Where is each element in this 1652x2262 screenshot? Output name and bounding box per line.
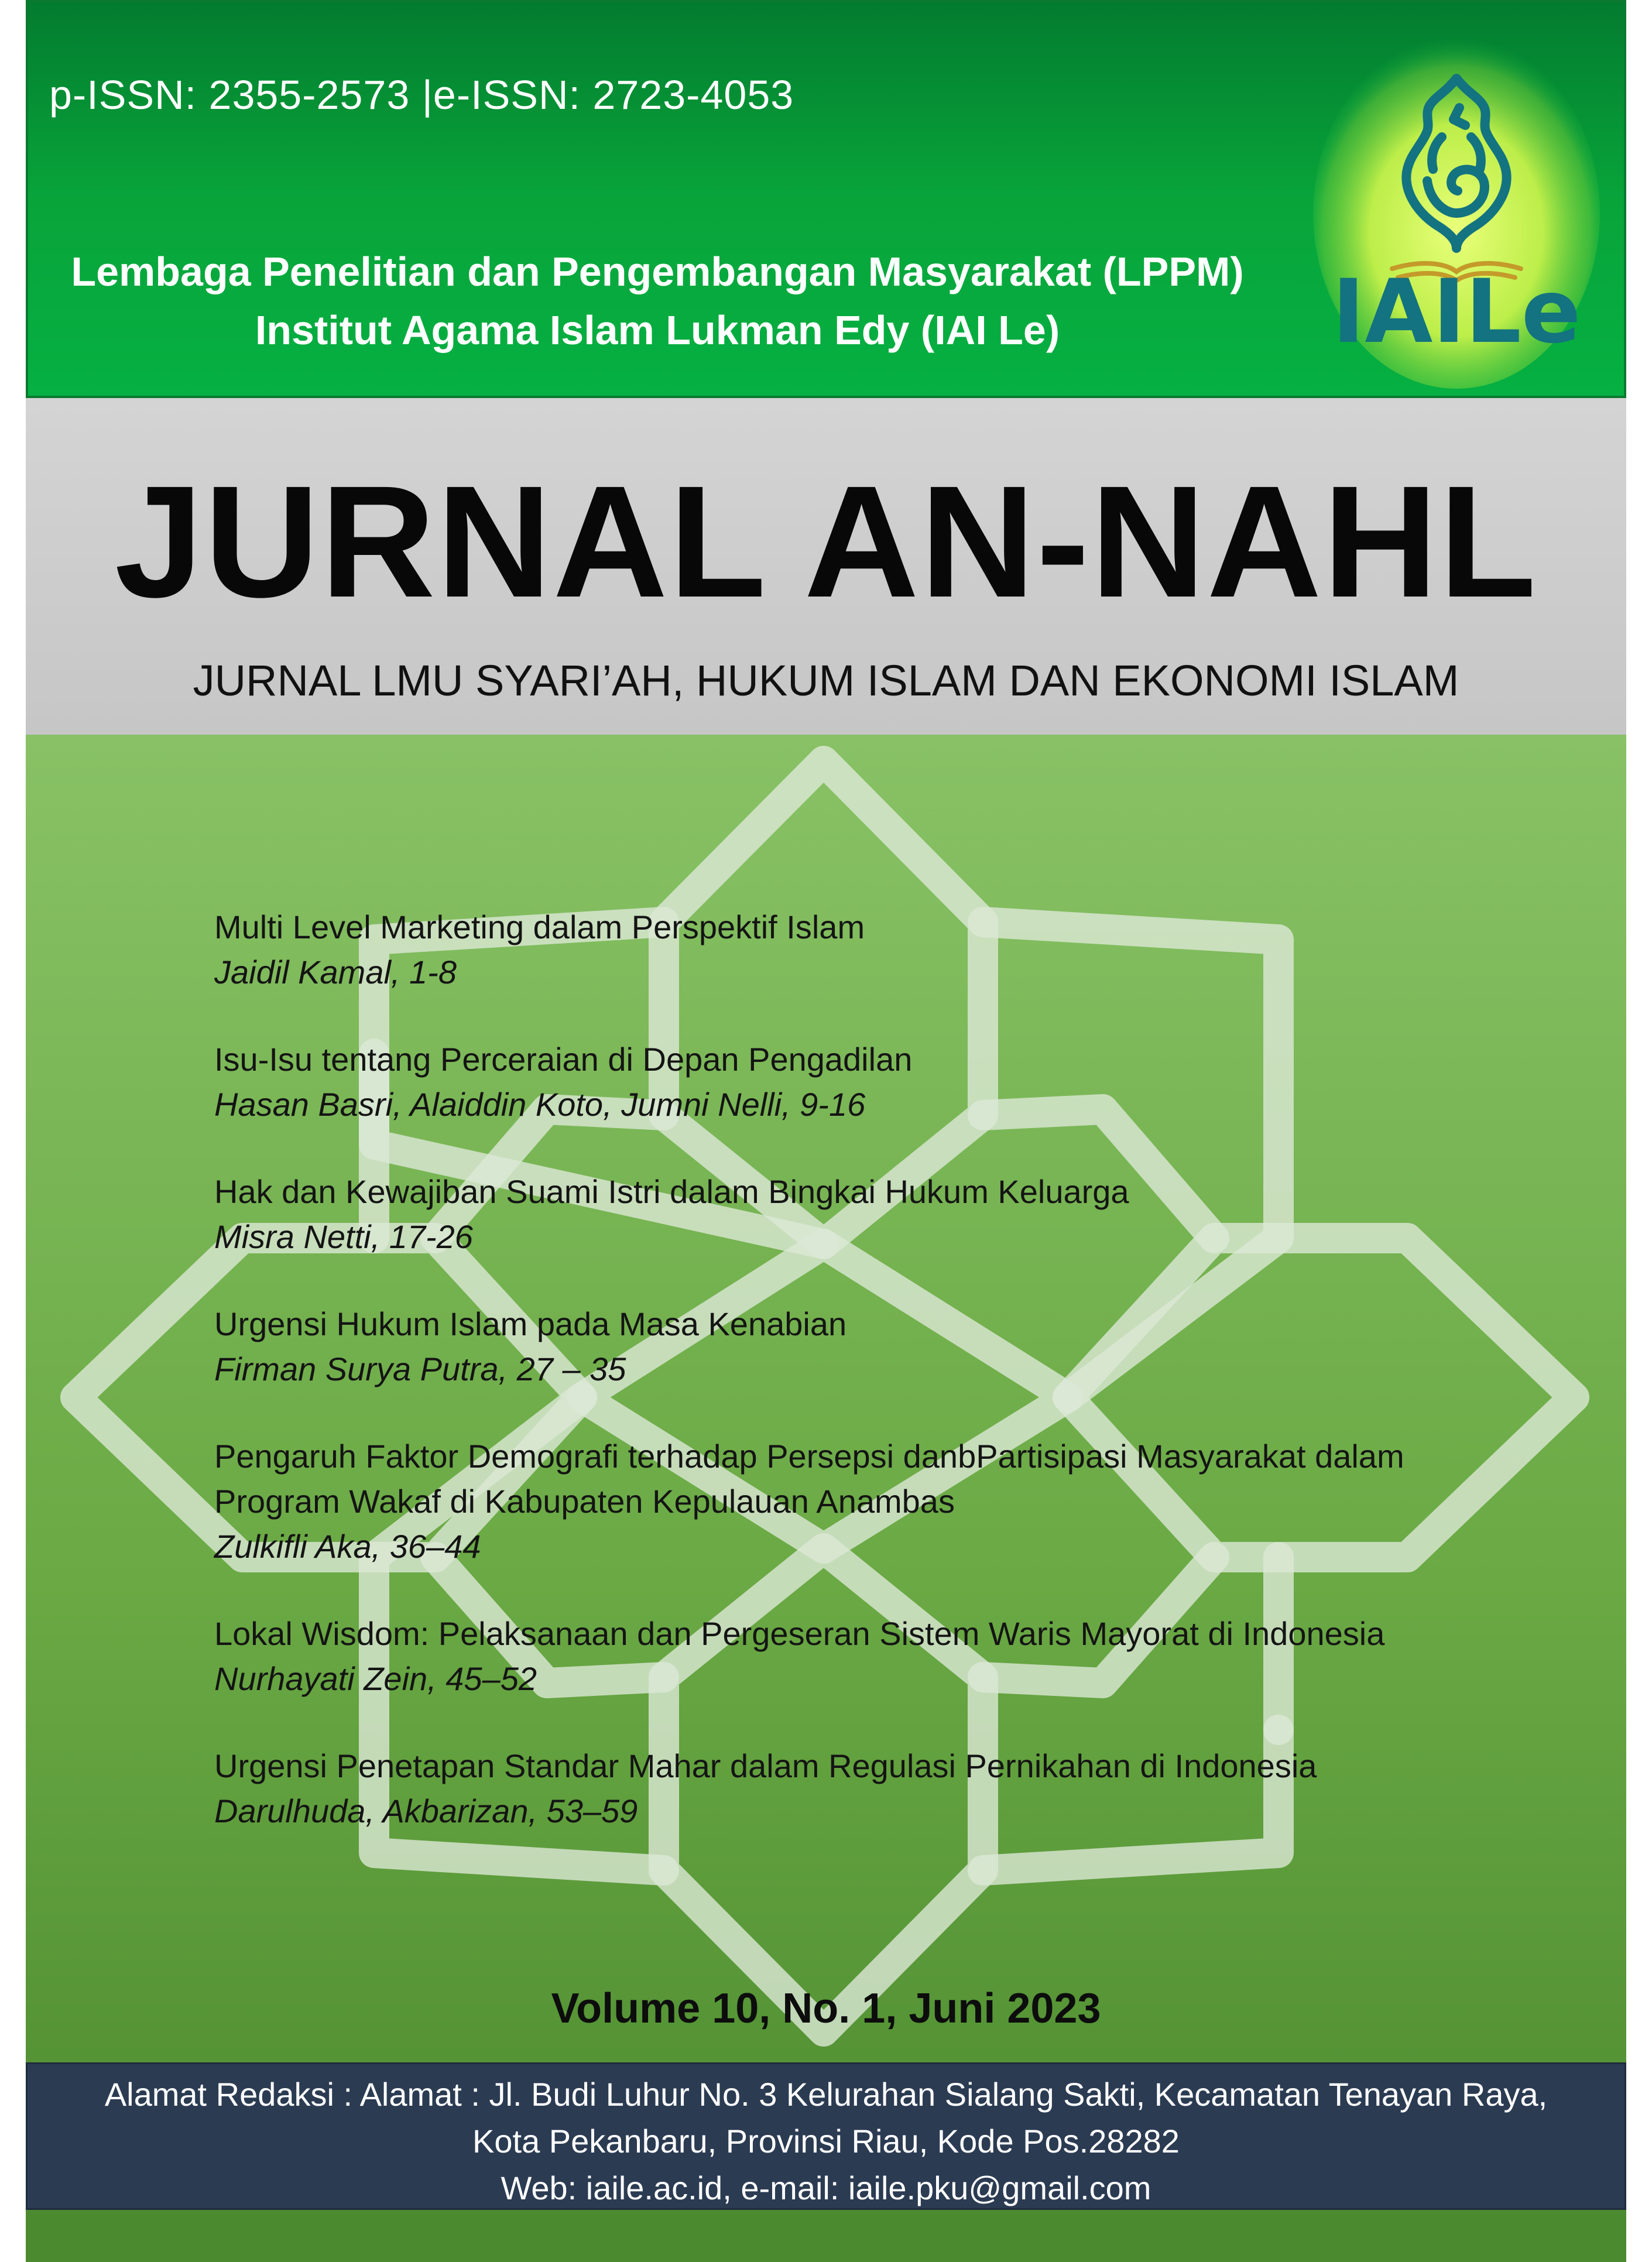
list-item <box>214 1434 1561 1569</box>
institution-line-2: Institut Agama Islam Lukman Edy (IAI Le) <box>255 307 1060 353</box>
article-title: Urgensi Penetapan Standar Mahar dalam Regulasi Pernikahan di Indonesia <box>214 1747 1317 1784</box>
journal-title: JURNAL AN-NAHL <box>114 453 1538 630</box>
article-title: Hak dan Kewajiban Suami Istri dalam Bingkai Hukum Keluarga <box>214 1173 1129 1210</box>
cover-header <box>26 0 1626 398</box>
institution-line-1: Lembaga Penelitian dan Pengembangan Masyarakat (LPPM) <box>71 249 1244 294</box>
article-authors: Misra Netti, 17-26 <box>214 1218 473 1255</box>
article-title: Multi Level Marketing dalam Perspektif Islam <box>214 909 865 945</box>
list-item <box>214 1301 1561 1392</box>
institution-name <box>28 242 1287 359</box>
article-title: Isu-Isu tentang Perceraian di Depan Pengadilan <box>214 1041 913 1078</box>
list-item <box>214 1611 1561 1701</box>
issn-text: p-ISSN: 2355-2573 |e-ISSN: 2723-4053 <box>49 72 794 118</box>
volume-info: Volume 10, No. 1, Juni 2023 <box>551 1985 1101 2032</box>
article-authors: Nurhayati Zein, 45–52 <box>214 1660 537 1697</box>
article-authors: Zulkifli Aka, 36–44 <box>214 1528 481 1565</box>
address-line-1: Alamat Redaksi : Alamat : Jl. Budi Luhur No. 3 Kelurahan Sialang Sakti, Kecamatan Tenayan Raya, <box>104 2076 1548 2113</box>
editorial-address-box <box>26 2062 1626 2210</box>
logo-text: IAILe <box>1332 261 1581 363</box>
article-title: Urgensi Hukum Islam pada Masa Kenabian <box>214 1305 847 1342</box>
journal-cover <box>26 0 1626 2262</box>
contact-line: Web: iaile.ac.id, e-mail: iaile.pku@gmail.com <box>501 2170 1151 2206</box>
list-item <box>214 1169 1561 1259</box>
article-authors: Jaidil Kamal, 1-8 <box>214 954 457 991</box>
list-item <box>214 1037 1561 1127</box>
list-item <box>214 904 1561 995</box>
bottom-strip <box>26 2210 1626 2262</box>
article-list <box>214 904 1561 1876</box>
iaile-emblem-icon <box>1310 37 1603 389</box>
article-title-line-2: Program Wakaf di Kabupaten Kepulauan Anambas <box>214 1483 955 1520</box>
journal-subtitle: JURNAL LMU SYARI’AH, HUKUM ISLAM DAN EKONOMI ISLAM <box>193 656 1459 705</box>
address-line-2: Kota Pekanbaru, Provinsi Riau, Kode Pos.28282 <box>472 2123 1180 2160</box>
article-title: Lokal Wisdom: Pelaksanaan dan Pergeseran Sistem Waris Mayorat di Indonesia <box>214 1615 1385 1652</box>
article-authors: Firman Surya Putra, 27 – 35 <box>214 1351 626 1387</box>
article-authors: Darulhuda, Akbarizan, 53–59 <box>214 1793 638 1829</box>
article-authors: Hasan Basri, Alaiddin Koto, Jumni Nelli, 9-16 <box>214 1086 866 1123</box>
list-item <box>214 1743 1561 1833</box>
article-title: Pengaruh Faktor Demografi terhadap Persepsi danbPartisipasi Masyarakat dalam <box>214 1438 1404 1475</box>
